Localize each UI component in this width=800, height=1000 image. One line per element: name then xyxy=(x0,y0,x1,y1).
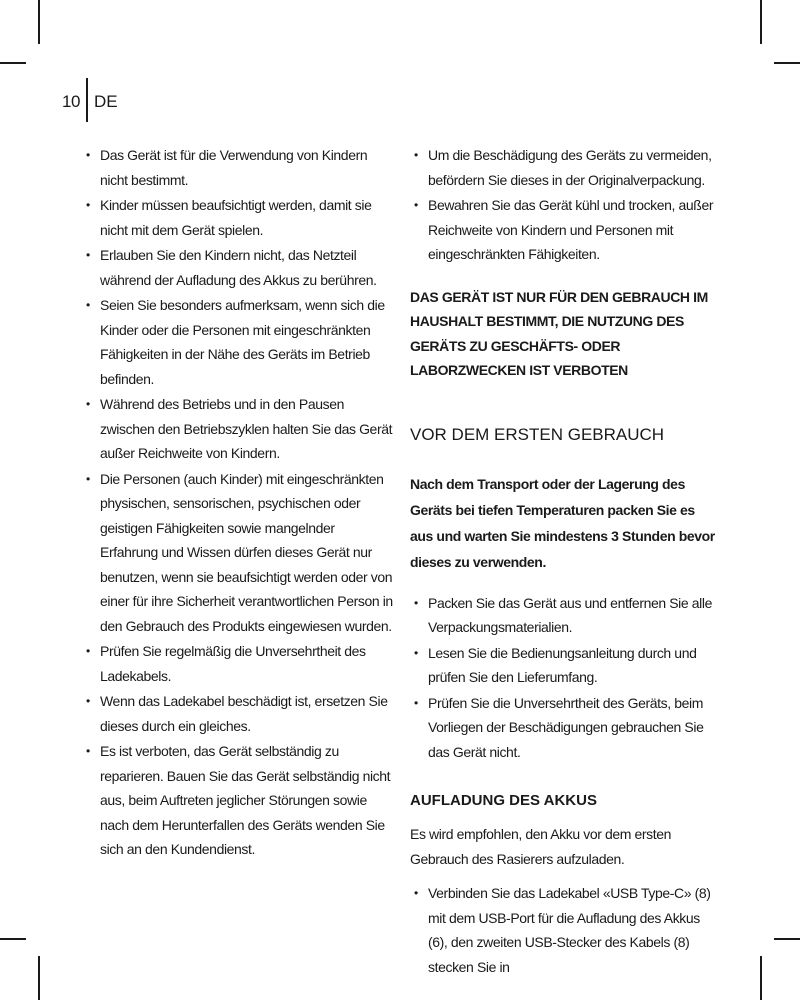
language-code: DE xyxy=(94,92,118,111)
crop-mark xyxy=(38,956,40,1000)
list-item: • Erlauben Sie den Kindern nicht, das Netzteil während der Aufladung des Akkus zu berühren. xyxy=(82,243,394,292)
crop-mark xyxy=(0,62,26,64)
section-intro: Nach dem Transport oder der Lagerung des Geräts bei tiefen Temperaturen packen Sie es aus und warten Sie mindestens 3 Stunden bevor dieses zu verwenden. xyxy=(410,475,715,570)
list-item: • Seien Sie besonders aufmerksam, wenn sich die Kinder oder die Personen mit eingeschränkten Fähigkeiten in der Nähe des Geräts im Betrieb befinden. xyxy=(82,293,394,391)
page-number: 10 xyxy=(62,92,80,111)
crop-mark xyxy=(774,938,800,940)
list-item: • Bewahren Sie das Gerät kühl und trocken, außer Reichweite von Kindern und Personen mit eingeschränkten Fähigkeiten. xyxy=(410,193,720,267)
list-item: • Wenn das Ladekabel beschädigt ist, ersetzen Sie dieses durch ein gleiches. xyxy=(82,689,394,738)
crop-mark xyxy=(760,956,762,1000)
list-item: • Prüfen Sie regelmäßig die Unversehrtheit des Ladekabels. xyxy=(82,639,394,688)
list-item: • Das Gerät ist für die Verwendung von Kindern nicht bestimmt. xyxy=(82,143,394,192)
safety-bullet-list xyxy=(82,143,394,862)
storage-bullet-list xyxy=(410,143,720,267)
list-item: • Die Personen (auch Kinder) mit eingeschränkten physischen, sensorischen, psychischen oder geistigen Fähigkeiten sowie mangelnder Erfahrung und Wissen dürfen dieses Gerät nur benutzen, wenn sie beaufsichtigt werden oder von einer für ihre Sicherheit verantwortlichen Person in den Gebrauch des Produkts eingewiesen wurden. xyxy=(82,467,394,639)
crop-mark xyxy=(0,938,26,940)
crop-mark xyxy=(38,0,40,44)
list-item: • Während des Betriebs und in den Pausen zwischen den Betriebszyklen halten Sie das Gerät außer Reichweite von Kindern. xyxy=(82,392,394,466)
list-item: • Prüfen Sie die Unversehrtheit des Geräts, beim Vorliegen der Beschädigungen gebrauchen Sie das Gerät nicht. xyxy=(410,691,720,765)
list-item: • Lesen Sie die Bedienungsanleitung durch und prüfen Sie den Lieferumfang. xyxy=(410,641,720,690)
subsection-heading: AUFLADUNG DES AKKUS xyxy=(410,792,597,809)
charging-paragraph: Es wird empfohlen, den Akku vor dem ersten Gebrauch des Rasierers aufzuladen. xyxy=(410,826,672,867)
list-item: • Verbinden Sie das Ladekabel «USB Type-C» (8) mit dem USB-Port für die Aufladung des Akkus (6), den zweiten USB-Stecker des Kabels (8) stecken Sie in xyxy=(410,881,720,979)
right-column xyxy=(410,143,720,980)
header-divider xyxy=(86,78,88,122)
section-heading: VOR DEM ERSTEN GEBRAUCH xyxy=(410,424,665,444)
list-item: • Packen Sie das Gerät aus und entfernen Sie alle Verpackungsmaterialien. xyxy=(410,591,720,640)
left-column xyxy=(82,143,394,863)
household-use-notice: DAS GERÄT IST NUR FÜR DEN GEBRAUCH IM HAUSHALT BESTIMMT, DIE NUTZUNG DES GERÄTS ZU GESCHÄFTS- ODER LABORZWECKEN IST VERBOTEN xyxy=(410,288,708,378)
list-item: • Um die Beschädigung des Geräts zu vermeiden, befördern Sie dieses in der Originalverpackung. xyxy=(410,143,720,192)
first-use-bullet-list xyxy=(410,591,720,765)
crop-mark xyxy=(774,62,800,64)
charging-bullet-list xyxy=(410,881,720,979)
crop-mark xyxy=(760,0,762,44)
list-item: • Es ist verboten, das Gerät selbständig zu reparieren. Bauen Sie das Gerät selbständig nicht aus, beim Auftreten jeglicher Störungen sowie nach dem Herunterfallen des Geräts wenden Sie sich an den Kundendienst. xyxy=(82,739,394,862)
list-item: • Kinder müssen beaufsichtigt werden, damit sie nicht mit dem Gerät spielen. xyxy=(82,193,394,242)
